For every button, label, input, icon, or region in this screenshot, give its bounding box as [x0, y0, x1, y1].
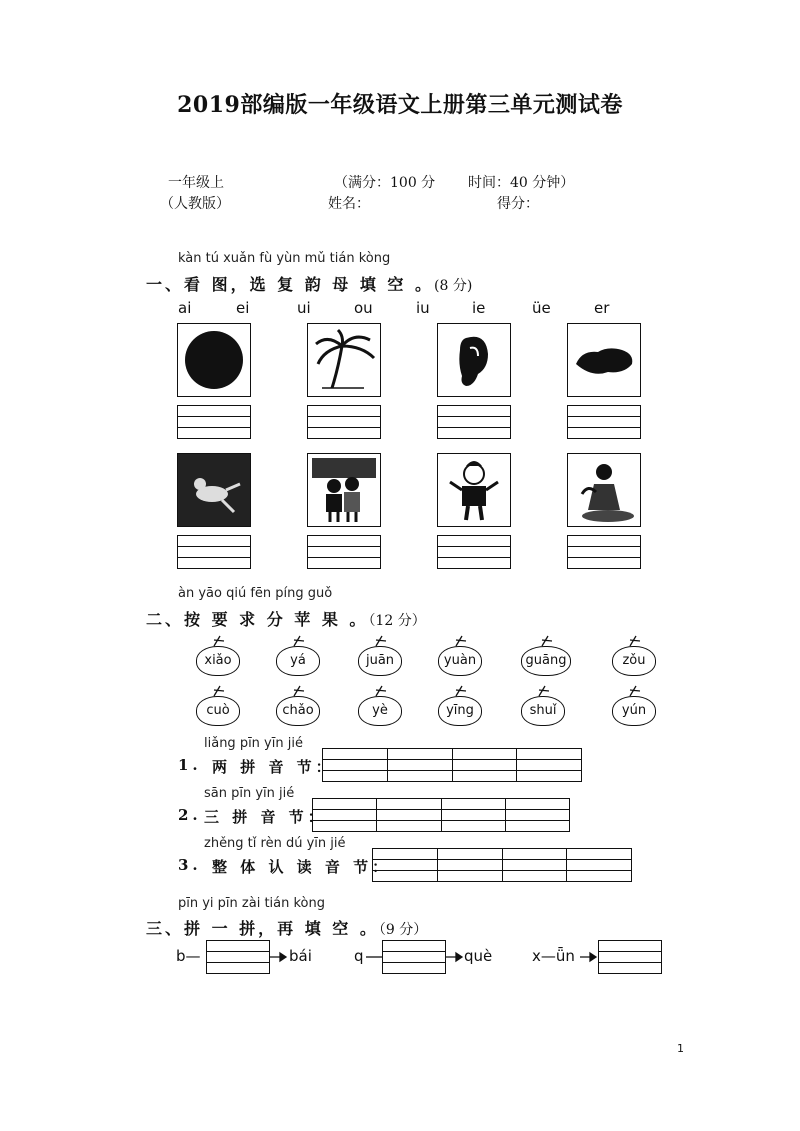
grid-cell[interactable] [503, 849, 568, 881]
item1-pinyin: liǎng pīn yīn jié [204, 736, 303, 751]
section3-heading [146, 916, 427, 939]
item2-pinyin: sān pīn yīn jié [204, 786, 295, 801]
exercise2-answer-box[interactable] [382, 940, 446, 974]
page-title: 2019部编版一年级语文上册第三单元测试卷 [177, 92, 623, 118]
apple-shui[interactable]: shuǐ [521, 696, 565, 726]
option-ou: ou [354, 299, 373, 317]
option-iu: iu [416, 299, 430, 317]
arrow-right-icon [446, 951, 466, 963]
grid-cell[interactable] [377, 799, 441, 831]
option-ui: ui [297, 299, 311, 317]
grade-label: 一年级上 [168, 175, 224, 191]
exercise1-right: bái [289, 947, 312, 965]
section3-pinyin: pīn yi pīn zài tián kòng [178, 896, 325, 911]
exercise2-right: què [464, 947, 493, 965]
arrow-right-icon [270, 951, 290, 963]
time-info: 时间：40 分钟） [468, 175, 575, 191]
item3-pinyin: zhěng tǐ rèn dú yīn jié [204, 836, 346, 851]
line-connector [366, 951, 382, 963]
section1-heading-text: 一、看 图，选 复 韵 母 填 空 。 [146, 275, 434, 294]
item3-label: 整 体 认 读 音 节： [212, 858, 392, 876]
section2-heading-text: 二、按 要 求 分 苹 果 。 [146, 610, 369, 629]
full-score-info: （满分：100 分 [334, 175, 436, 191]
option-ie: ie [472, 299, 486, 317]
section2-points: （12 分） [368, 613, 426, 629]
grid-cell[interactable] [313, 799, 377, 831]
grid-cell[interactable] [517, 749, 581, 781]
apple-xiao[interactable]: xiǎo [196, 646, 240, 676]
section1-pinyin: kàn tú xuǎn fù yùn mǔ tián kòng [178, 251, 391, 266]
section2-pinyin: àn yāo qiú fēn píng guǒ [178, 586, 333, 601]
item1-label: 两 拼 音 节： [212, 758, 335, 776]
apple-yuan[interactable]: yuàn [438, 646, 482, 676]
grid-cell[interactable] [323, 749, 388, 781]
item2-label: 三 拼 音 节： [204, 808, 327, 826]
arrow-right-icon [580, 951, 600, 963]
item2-answer-grid[interactable] [312, 798, 570, 832]
exercise3-answer-box[interactable] [598, 940, 662, 974]
option-ei: ei [236, 299, 250, 317]
grid-cell[interactable] [453, 749, 518, 781]
grid-cell[interactable] [442, 799, 506, 831]
section3-points: （9 分） [378, 922, 428, 938]
edition-label: （人教版） [160, 196, 230, 212]
item1-number: 1. [178, 756, 202, 774]
grid-cell[interactable] [388, 749, 453, 781]
option-ue: üe [532, 299, 551, 317]
apple-ye[interactable]: yè [358, 696, 402, 726]
apple-cuo[interactable]: cuò [196, 696, 240, 726]
grid-cell[interactable] [506, 799, 569, 831]
exercise1-left: b— [176, 947, 201, 965]
grid-cell[interactable] [567, 849, 631, 881]
apple-zou[interactable]: zǒu [612, 646, 656, 676]
apple-guang[interactable]: guāng [521, 646, 571, 676]
item2-number: 2. [178, 806, 202, 824]
page-number: 1 [677, 1042, 684, 1055]
exercise3-left: x—ǖn [532, 947, 575, 965]
option-er: er [594, 299, 610, 317]
exercise1-answer-box[interactable] [206, 940, 270, 974]
option-ai: ai [178, 299, 192, 317]
grid-cell[interactable] [373, 849, 438, 881]
apple-ying[interactable]: yīng [438, 696, 482, 726]
item3-answer-grid[interactable] [372, 848, 632, 882]
exercise2-left: q [354, 947, 364, 965]
score-label: 得分： [497, 196, 539, 212]
grid-cell[interactable] [438, 849, 503, 881]
item1-answer-grid[interactable] [322, 748, 582, 782]
name-label: 姓名： [328, 196, 370, 212]
apple-juan[interactable]: juān [358, 646, 402, 676]
apple-ya[interactable]: yá [276, 646, 320, 676]
section1-points: (8 分) [434, 278, 473, 294]
apple-yun[interactable]: yún [612, 696, 656, 726]
section3-heading-text: 三、拼 一 拼，再 填 空 。 [146, 919, 379, 938]
apple-chao[interactable]: chǎo [276, 696, 320, 726]
item3-number: 3. [178, 856, 202, 874]
